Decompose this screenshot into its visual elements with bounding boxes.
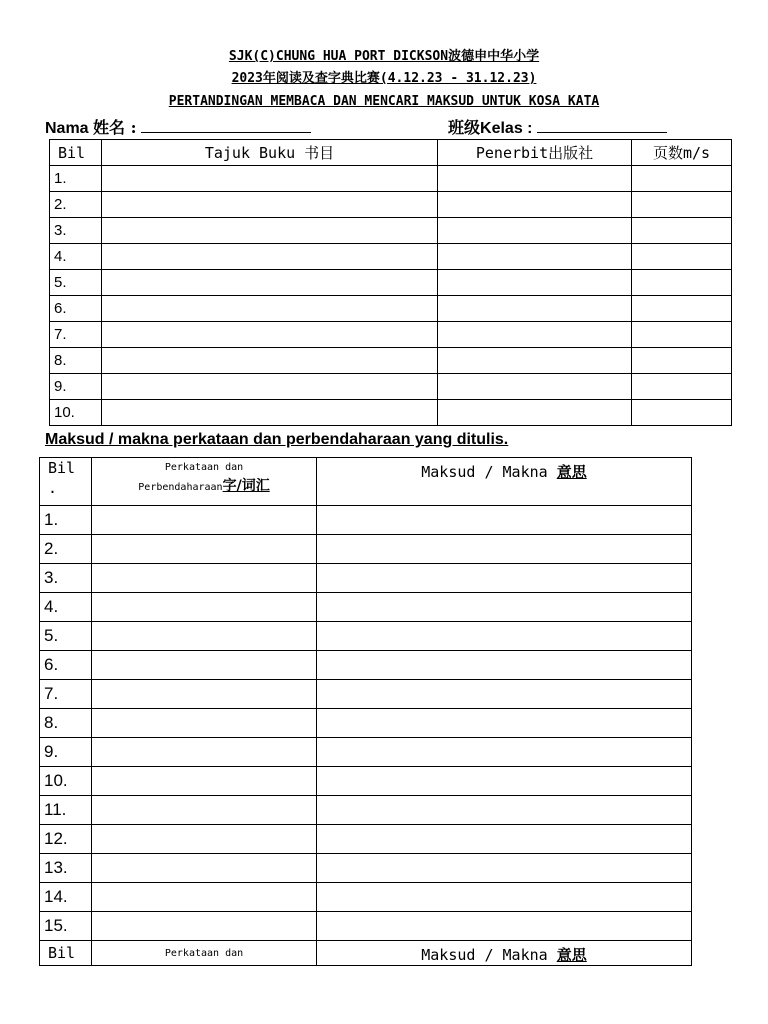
table-row	[50, 296, 732, 322]
table-row	[50, 166, 732, 192]
meaning-cell[interactable]	[317, 506, 692, 535]
row-number: 7.	[50, 322, 102, 348]
row-number: 2.	[50, 192, 102, 218]
publisher-cell[interactable]	[438, 166, 632, 192]
vocab-table-footer-header	[40, 941, 692, 966]
header-title: Tajuk Buku 书目	[102, 140, 438, 166]
row-number: 15.	[40, 912, 92, 941]
title-cell[interactable]	[102, 322, 438, 348]
pages-cell[interactable]	[632, 348, 732, 374]
competition-subtitle: PERTANDINGAN MEMBACA DAN MENCARI MAKSUD UNTUK KOSA KATA	[168, 94, 600, 109]
table-row	[40, 738, 692, 767]
meaning-cell[interactable]	[317, 796, 692, 825]
name-label-cn: 姓名 :	[93, 118, 137, 137]
pages-cell[interactable]	[632, 218, 732, 244]
table-row	[50, 322, 732, 348]
word-cell[interactable]	[92, 912, 317, 941]
table-row	[50, 244, 732, 270]
word-cell[interactable]	[92, 564, 317, 593]
name-field	[45, 116, 311, 140]
word-cell[interactable]	[92, 593, 317, 622]
row-number: 8.	[40, 709, 92, 738]
row-number: 7.	[40, 680, 92, 709]
table-row	[40, 767, 692, 796]
title-cell[interactable]	[102, 218, 438, 244]
table-row	[50, 218, 732, 244]
pages-cell[interactable]	[632, 322, 732, 348]
word-cell[interactable]	[92, 767, 317, 796]
table-row	[40, 854, 692, 883]
table-row	[40, 622, 692, 651]
meaning-cell[interactable]	[317, 825, 692, 854]
row-number: 9.	[50, 374, 102, 400]
table-row	[40, 506, 692, 535]
row-number: 11.	[40, 796, 92, 825]
meaning-cell[interactable]	[317, 535, 692, 564]
table-row	[40, 883, 692, 912]
header-meaning: Maksud / Makna 意思	[317, 458, 692, 506]
row-number: 6.	[50, 296, 102, 322]
meaning-cell[interactable]	[317, 564, 692, 593]
title-cell[interactable]	[102, 400, 438, 426]
title-cell[interactable]	[102, 374, 438, 400]
row-number: 6.	[40, 651, 92, 680]
word-cell[interactable]	[92, 506, 317, 535]
meaning-cell[interactable]	[317, 651, 692, 680]
title-cell[interactable]	[102, 192, 438, 218]
meaning-cell[interactable]	[317, 593, 692, 622]
class-label-cn: 班级	[448, 118, 481, 137]
pages-cell[interactable]	[632, 270, 732, 296]
row-number: 1.	[40, 506, 92, 535]
word-cell[interactable]	[92, 651, 317, 680]
pages-cell[interactable]	[632, 192, 732, 218]
row-number: 12.	[40, 825, 92, 854]
word-cell[interactable]	[92, 825, 317, 854]
meaning-cell[interactable]	[317, 622, 692, 651]
class-label: Kelas :	[480, 120, 533, 137]
row-number: 5.	[50, 270, 102, 296]
title-cell[interactable]	[102, 244, 438, 270]
book-table	[49, 139, 732, 426]
vocab-table	[39, 457, 692, 966]
name-blank[interactable]	[141, 116, 311, 133]
pages-cell[interactable]	[632, 296, 732, 322]
publisher-cell[interactable]	[438, 348, 632, 374]
table-row	[40, 564, 692, 593]
header-publisher: Penerbit出版社	[438, 140, 632, 166]
header-pages: 页数m/s	[632, 140, 732, 166]
title-cell[interactable]	[102, 270, 438, 296]
pages-cell[interactable]	[632, 400, 732, 426]
publisher-cell[interactable]	[438, 400, 632, 426]
class-field	[448, 116, 667, 140]
word-cell[interactable]	[92, 622, 317, 651]
row-number: 4.	[40, 593, 92, 622]
header-word: Perkataan dan Perbendaharaan字/词汇	[92, 458, 317, 506]
word-cell[interactable]	[92, 796, 317, 825]
table-row	[40, 796, 692, 825]
pages-cell[interactable]	[632, 374, 732, 400]
word-cell[interactable]	[92, 680, 317, 709]
table-row	[50, 192, 732, 218]
table-row	[50, 400, 732, 426]
row-number: 5.	[40, 622, 92, 651]
school-title: SJK(C)CHUNG HUA PORT DICKSON波德申中华小学	[228, 49, 540, 64]
book-table-header	[50, 140, 732, 166]
title-cell[interactable]	[102, 296, 438, 322]
pages-cell[interactable]	[632, 244, 732, 270]
table-row	[40, 709, 692, 738]
meaning-cell[interactable]	[317, 680, 692, 709]
row-number: 9.	[40, 738, 92, 767]
meaning-cell[interactable]	[317, 767, 692, 796]
table-row	[40, 680, 692, 709]
publisher-cell[interactable]	[438, 322, 632, 348]
table-row	[50, 348, 732, 374]
table-row	[50, 270, 732, 296]
pages-cell[interactable]	[632, 166, 732, 192]
title-cell[interactable]	[102, 348, 438, 374]
meaning-cell[interactable]	[317, 912, 692, 941]
name-label: Nama	[45, 120, 89, 137]
publisher-cell[interactable]	[438, 296, 632, 322]
meaning-cell[interactable]	[317, 854, 692, 883]
table-row	[50, 374, 732, 400]
word-cell[interactable]	[92, 854, 317, 883]
publisher-cell[interactable]	[438, 374, 632, 400]
publisher-cell[interactable]	[438, 218, 632, 244]
row-number: 10.	[40, 767, 92, 796]
vocab-table-header	[40, 458, 692, 506]
table-row	[40, 651, 692, 680]
publisher-cell[interactable]	[438, 270, 632, 296]
row-number: 8.	[50, 348, 102, 374]
word-cell[interactable]	[92, 709, 317, 738]
meaning-cell[interactable]	[317, 709, 692, 738]
row-number: 1.	[50, 166, 102, 192]
publisher-cell[interactable]	[438, 244, 632, 270]
footer-bil: Bil	[40, 941, 92, 966]
header-bil: Bil	[50, 140, 102, 166]
row-number: 10.	[50, 400, 102, 426]
footer-meaning: Maksud / Makna 意思	[317, 941, 692, 966]
word-cell[interactable]	[92, 883, 317, 912]
table-row	[40, 825, 692, 854]
meaning-cell[interactable]	[317, 738, 692, 767]
class-blank[interactable]	[537, 116, 667, 133]
row-number: 3.	[50, 218, 102, 244]
table-row	[40, 912, 692, 941]
competition-title: 2023年阅读及查字典比赛(4.12.23 - 31.12.23)	[231, 71, 537, 86]
header-bil: Bil .	[40, 458, 92, 506]
word-cell[interactable]	[92, 738, 317, 767]
publisher-cell[interactable]	[438, 192, 632, 218]
row-number: 3.	[40, 564, 92, 593]
row-number: 4.	[50, 244, 102, 270]
table-row	[40, 535, 692, 564]
table-row	[40, 593, 692, 622]
footer-word: Perkataan dan	[92, 941, 317, 966]
row-number: 13.	[40, 854, 92, 883]
word-cell[interactable]	[92, 535, 317, 564]
row-number: 14.	[40, 883, 92, 912]
row-number: 2.	[40, 535, 92, 564]
meaning-cell[interactable]	[317, 883, 692, 912]
title-cell[interactable]	[102, 166, 438, 192]
section-title: Maksud / makna perkataan dan perbendaharaan yang ditulis.	[45, 431, 509, 448]
